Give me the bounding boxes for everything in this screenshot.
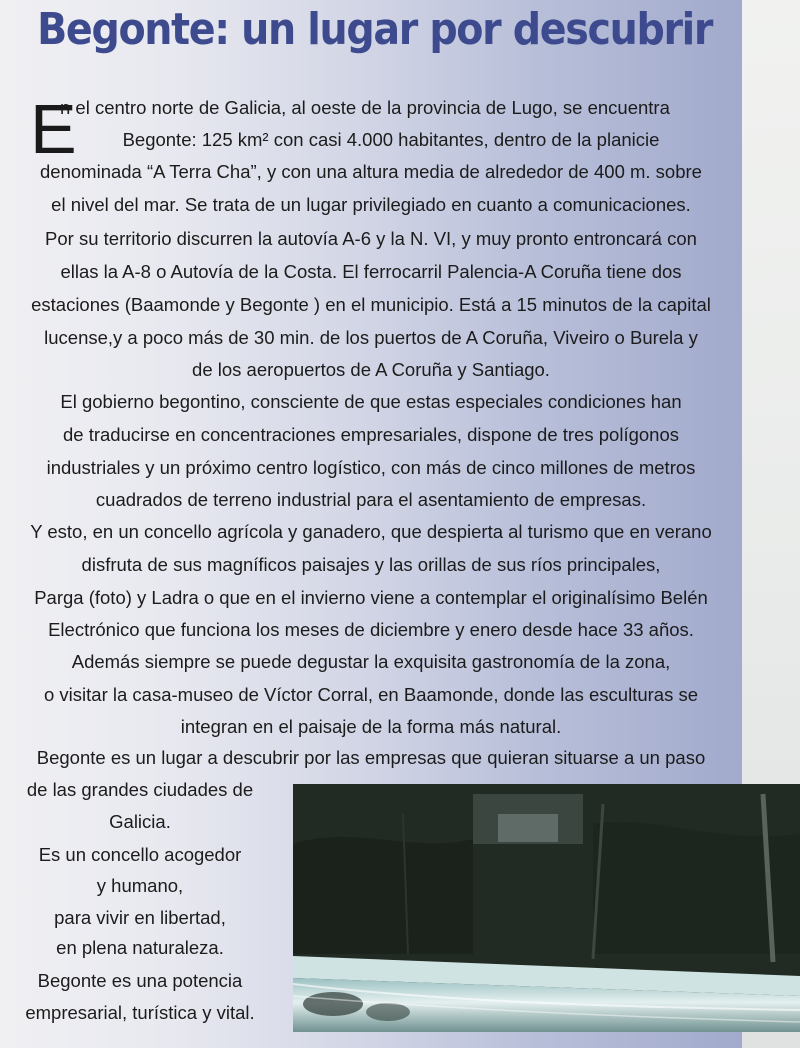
body-line: estaciones (Baamonde y Begonte ) en el municipio. Está a 15 minutos de la capital [31,294,711,315]
body-line: El gobierno begontino, consciente de que estas especiales condiciones han [60,391,682,412]
body-line: Parga (foto) y Ladra o que en el invierno viene a contemplar el originalísimo Belén [34,587,708,608]
river-weir-illustration [293,784,800,1032]
body-line: ellas la A-8 o Autovía de la Costa. El ferrocarril Palencia-A Coruña tiene dos [60,261,682,282]
body-line: industriales y un próximo centro logístico, con más de cinco millones de metros [46,457,696,478]
body-line: cuadrados de terreno industrial para el asentamiento de empresas. [95,489,647,510]
caption-line: y humano, [96,875,184,896]
body-line: disfruta de sus magníficos paisajes y las orillas de sus ríos principales, [81,554,661,575]
body-line: Begonte: 125 km² con casi 4.000 habitantes, dentro de la planicie [122,129,660,150]
body-line: n el centro norte de Galicia, al oeste de la provincia de Lugo, se encuentra [60,97,670,118]
body-line: Begonte es un lugar a descubrir por las empresas que quieran situarse a un paso [36,747,706,768]
caption-line: Galicia. [109,811,171,832]
caption-line: para vivir en libertad, [54,907,226,928]
body-line: o visitar la casa-museo de Víctor Corral, en Baamonde, donde las esculturas se [44,684,698,705]
body-line: denominada “A Terra Cha”, y con una altura media de alrededor de 400 m. sobre [40,161,702,182]
caption-line: empresarial, turística y vital. [25,1002,255,1023]
caption-line: Begonte es una potencia [37,970,243,991]
caption-line: de las grandes ciudades de [26,779,254,800]
body-line: Por su territorio discurren la autovía A-6 y la N. VI, y muy pronto entroncará con [45,228,697,249]
body-line: Electrónico que funciona los meses de diciembre y enero desde hace 33 años. [48,619,694,640]
caption-line: Es un concello acogedor [38,844,242,865]
body-line: el nivel del mar. Se trata de un lugar privilegiado en cuanto a comunicaciones. [51,194,691,215]
body-line: de los aeropuertos de A Coruña y Santiago. [192,359,550,380]
body-line: lucense,y a poco más de 30 min. de los puertos de A Coruña, Viveiro o Burela y [44,327,698,348]
body-line: integran en el paisaje de la forma más natural. [180,716,562,737]
river-weir-photo [293,784,800,1032]
caption-line: en plena naturaleza. [56,937,224,958]
article-title: Begonte: un lugar por descubrir [37,4,713,55]
body-line: de traducirse en concentraciones empresariales, dispone de tres polígonos [62,424,679,445]
body-line: Además siempre se puede degustar la exquisita gastronomía de la zona, [71,651,671,672]
body-line: Y esto, en un concello agrícola y ganadero, que despierta al turismo que en verano [30,521,712,542]
drop-cap: E [30,90,77,168]
